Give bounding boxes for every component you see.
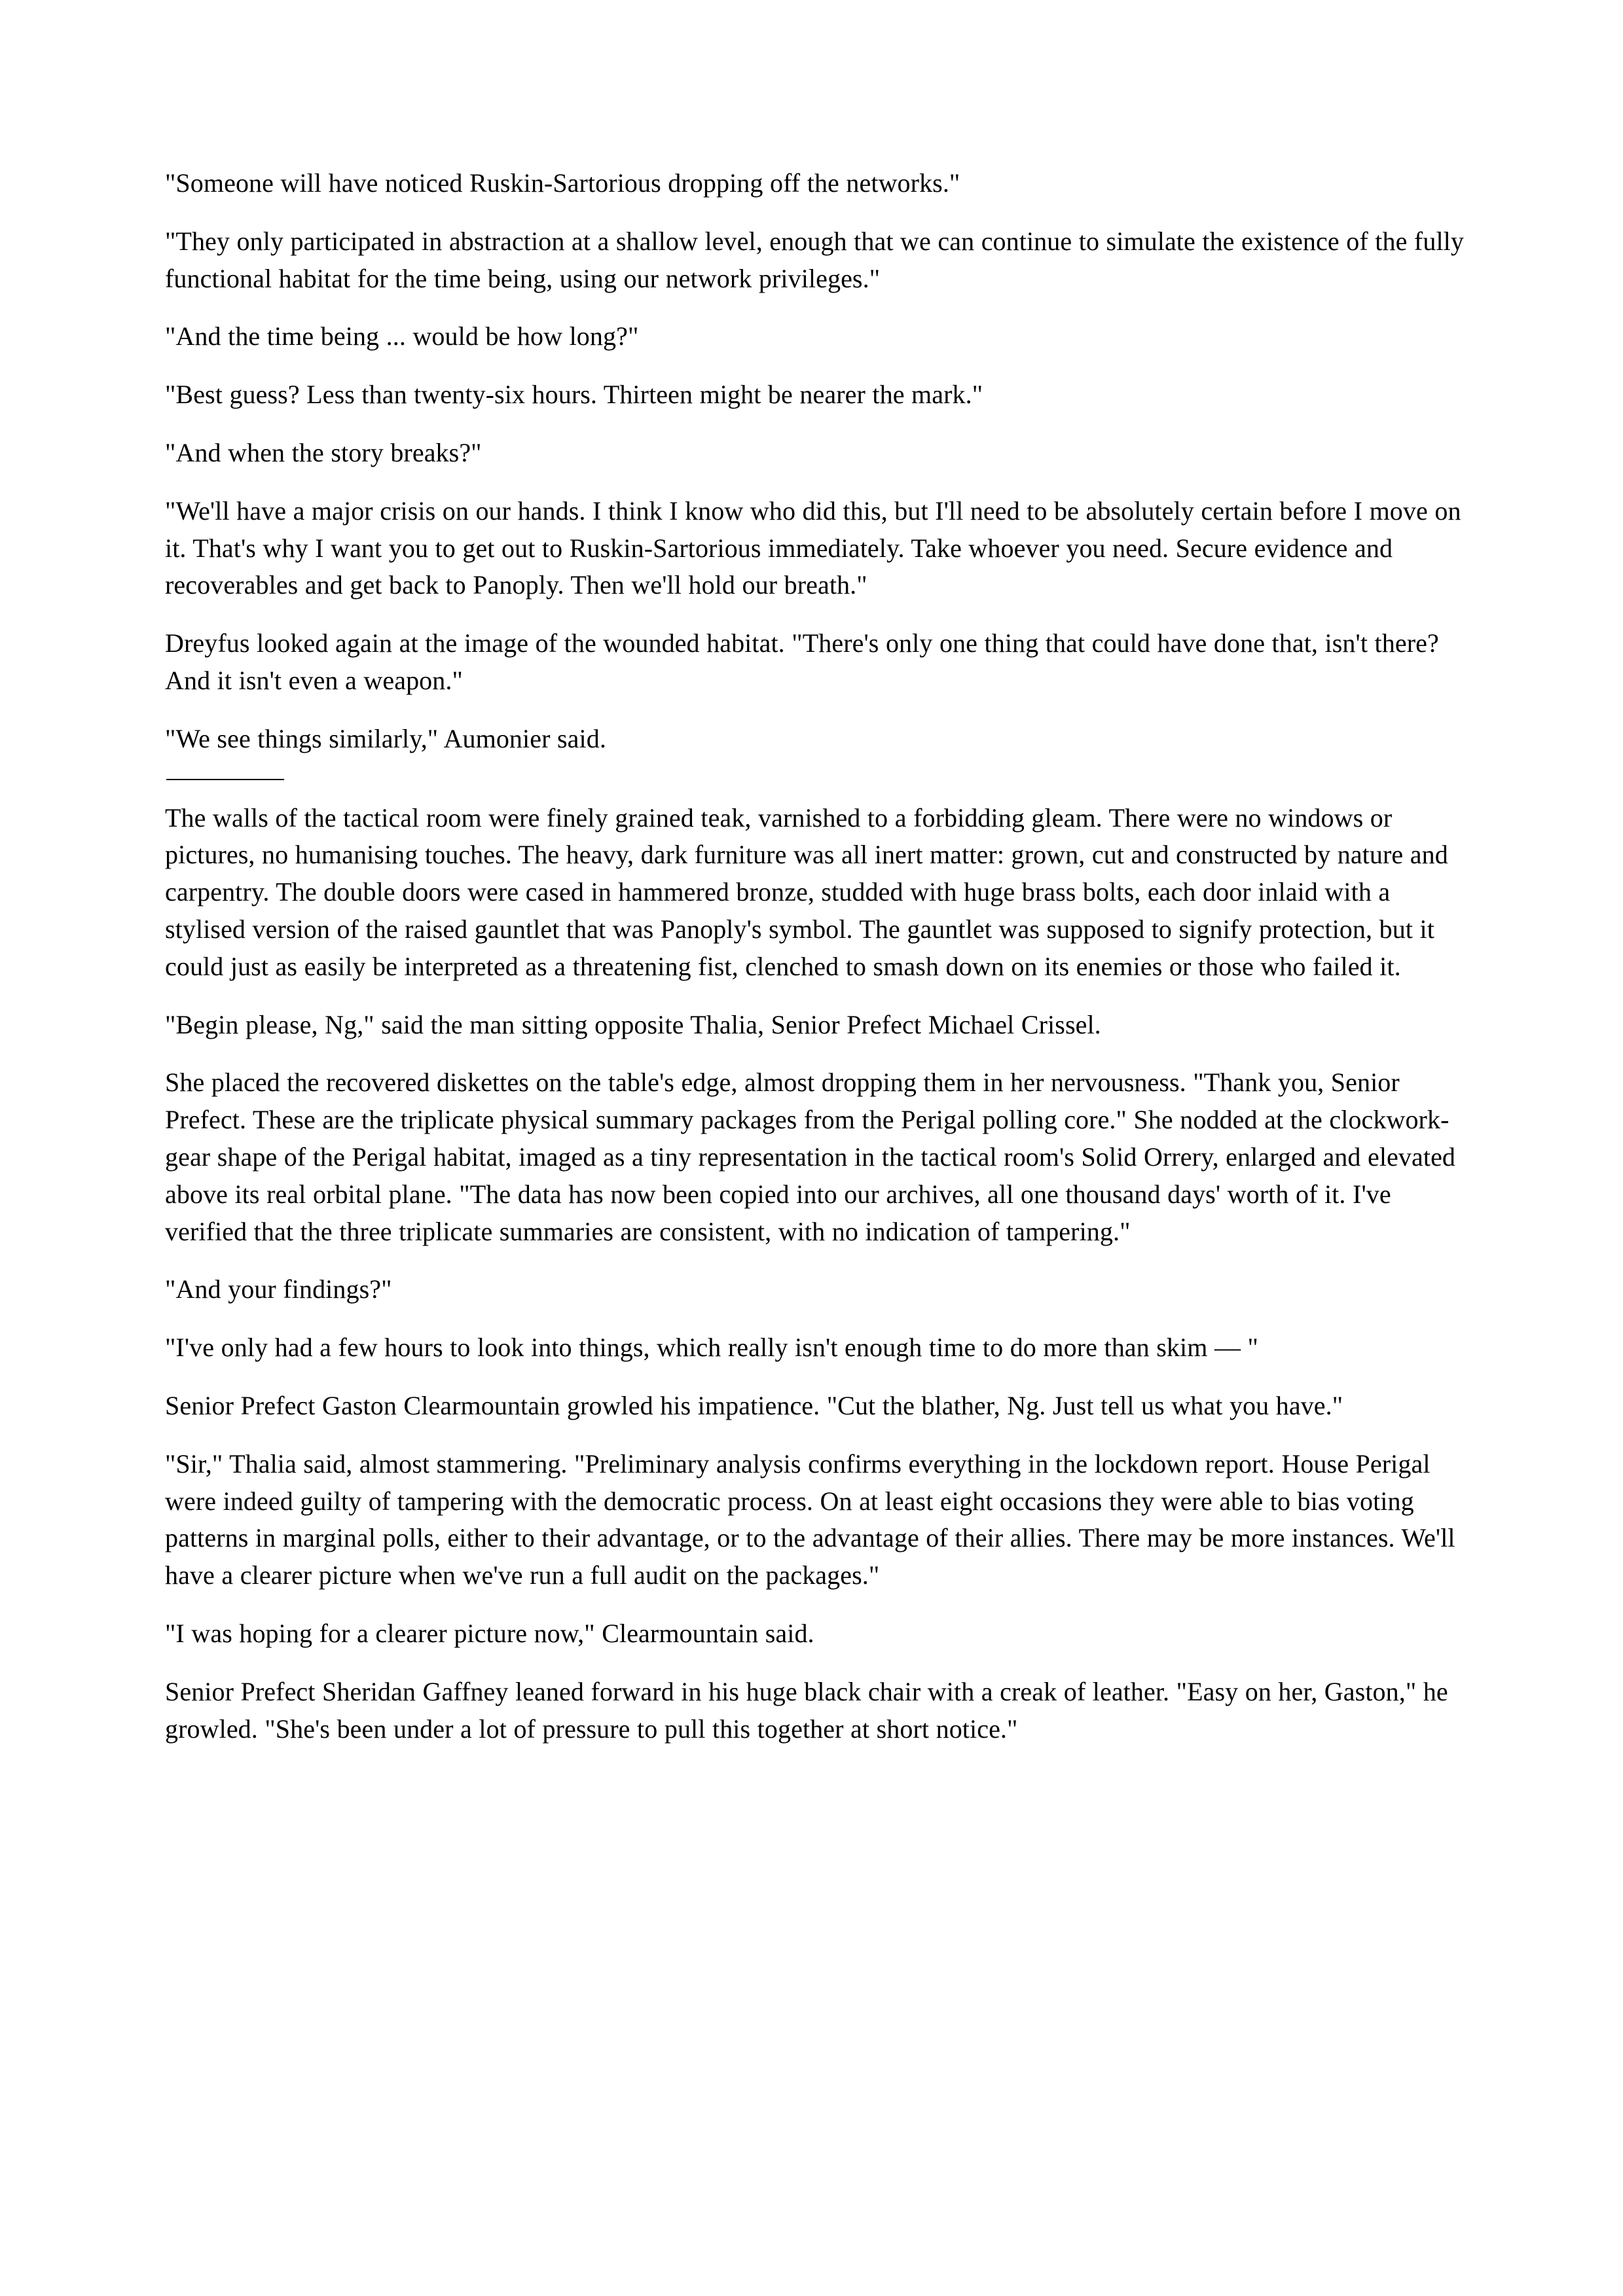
paragraph: "Someone will have noticed Ruskin-Sartorious dropping off the networks." [165,168,960,198]
page-content [165,165,1465,1748]
paragraph: "They only participated in abstraction at a shallow level, enough that we can continue to simulate the existence of the fully functional habitat for the time being, using our network privileges." [165,226,1464,293]
paragraph: "Begin please, Ng," said the man sitting opposite Thalia, Senior Prefect Michael Crissel. [165,1009,1101,1039]
paragraph: Senior Prefect Gaston Clearmountain growled his impatience. "Cut the blather, Ng. Just tell us what you have." [165,1390,1343,1420]
paragraph: Senior Prefect Sheridan Gaffney leaned forward in his huge black chair with a creak of leather. "Easy on her, Gaston," he growled. "She's been under a lot of pressure to pull this together at short notice." [165,1676,1448,1744]
paragraph: Dreyfus looked again at the image of the wounded habitat. "There's only one thing that could have done that, isn't there? And it isn't even a weapon." [165,628,1439,695]
paragraph: "We see things similarly," Aumonier said. [165,723,606,753]
paragraph: "Sir," Thalia said, almost stammering. "Preliminary analysis confirms everything in the lockdown report. House Perigal were indeed guilty of tampering with the democratic process. On at least eight occasions they were able to bias voting patterns in marginal polls, either to their advantage, or to the advantage of their allies. There may be more instances. We'll have a clearer picture when we've run a full audit on the packages." [165,1448,1455,1590]
scene-break-rule [166,779,284,780]
paragraph: The walls of the tactical room were finely grained teak, varnished to a forbidding gleam. There were no windows or pictures, no humanising touches. The heavy, dark furniture was all inert matter: grown, cut and constructed by nature and carpentry. The double doors were cased in hammered bronze, studded with huge brass bolts, each door inlaid with a stylised version of the raised gauntlet that was Panoply's symbol. The gauntlet was supposed to signify protection, but it could just as easily be interpreted as a threatening fist, clenched to smash down on its enemies or those who failed it. [165,802,1448,981]
paragraph: "And when the story breaks?" [165,437,482,467]
paragraph: "I've only had a few hours to look into things, which really isn't enough time to do more than skim — " [165,1333,1258,1363]
paragraph: "We'll have a major crisis on our hands. I think I know who did this, but I'll need to be absolutely certain before I move on it. That's why I want you to get out to Ruskin-Sartorious immediately. Take whoever you need. Secure evidence and recoverables and get back to Panoply. Then we'll hold our breath." [165,495,1461,600]
paragraph: "And your findings?" [165,1274,392,1304]
paragraph: "And the time being ... would be how long?" [165,321,639,351]
paragraph: "I was hoping for a clearer picture now," Clearmountain said. [165,1618,814,1648]
paragraph: She placed the recovered diskettes on the table's edge, almost dropping them in her nervousness. "Thank you, Senior Prefect. These are the triplicate physical summary packages from the Perigal polling core." She nodded at the clockwork-gear shape of the Perigal habitat, imaged as a tiny representation in the tactical room's Solid Orrery, enlarged and elevated above its real orbital plane. "The data has now been copied into our archives, all one thousand days' worth of it. I've verified that the three triplicate summaries are consistent, with no indication of tampering." [165,1067,1456,1246]
paragraph: "Best guess? Less than twenty-six hours. Thirteen might be nearer the mark." [165,380,983,410]
